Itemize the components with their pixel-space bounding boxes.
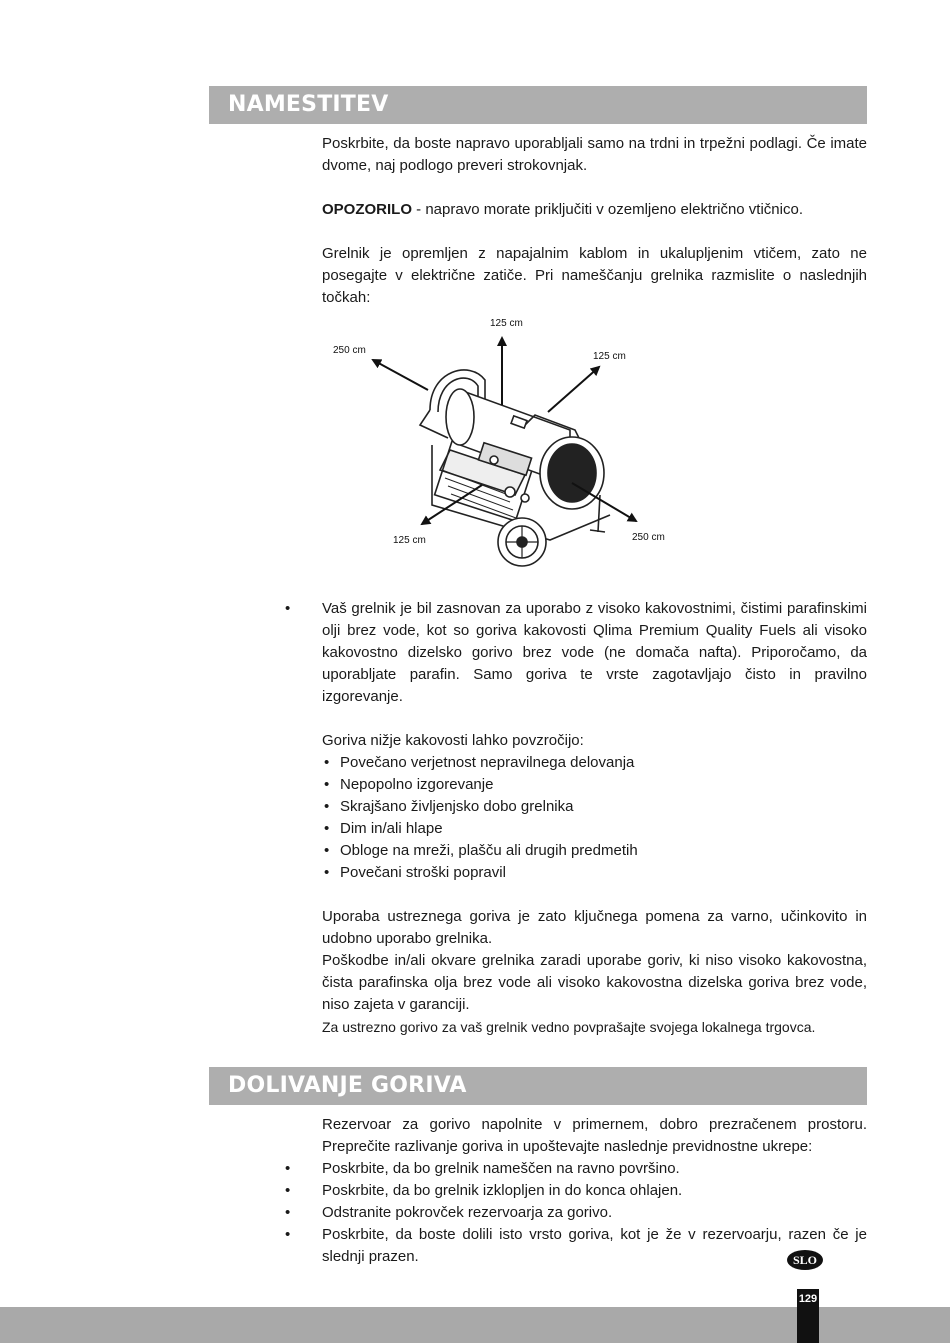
bullet-symbol: • — [324, 798, 330, 815]
list-item — [322, 840, 867, 862]
bullet-symbol: • — [285, 1160, 291, 1177]
list-item — [322, 774, 867, 796]
list-item-text: Povečani stroški popravil — [340, 864, 506, 881]
list-item-text: Dim in/ali hlape — [340, 820, 443, 837]
heater-clearance-diagram — [320, 310, 680, 580]
list-item — [285, 1202, 867, 1224]
bullet-symbol: • — [324, 754, 330, 771]
list-item — [285, 1224, 867, 1268]
paragraph: Za ustrezno gorivo za vaš grelnik vedno povprašajte svojega lokalnega trgovca. — [322, 1019, 816, 1035]
installation-text — [322, 133, 867, 309]
paragraph: Goriva nižje kakovosti lahko povzročijo: — [322, 732, 584, 749]
label-bottom-right: 250 cm — [632, 532, 665, 543]
list-item — [322, 862, 867, 884]
section-title: DOLIVANJE GORIVA — [228, 1073, 467, 1098]
bullet-symbol: • — [285, 600, 291, 617]
label-top-left: 250 cm — [333, 345, 366, 356]
fuel-text — [285, 598, 867, 1038]
section-header-dolivanje-goriva — [209, 1067, 867, 1105]
list-item-text: Poskrbite, da boste dolili isto vrsto goriva, kot je že v rezervoarju, razen če je slednji prazen. — [322, 1226, 867, 1265]
label-top: 125 cm — [490, 318, 523, 329]
section-title: NAMESTITEV — [228, 92, 389, 117]
label-top-right: 125 cm — [593, 351, 626, 362]
arrow-up-right — [548, 367, 599, 412]
page-number-tab — [797, 1289, 819, 1343]
list-item-text: Nepopolno izgorevanje — [340, 776, 494, 793]
list-item-text: Obloge na mreži, plašču ali drugih predmetih — [340, 842, 638, 859]
list-item — [322, 752, 867, 774]
warning-paragraph — [322, 199, 867, 221]
bullet-symbol: • — [324, 864, 330, 881]
bullet-symbol: • — [324, 820, 330, 837]
warning-label: OPOZORILO — [322, 201, 412, 218]
warning-text: - napravo morate priključiti v ozemljeno električno vtičnico. — [412, 201, 803, 218]
heater-illustration — [420, 370, 610, 566]
page-number: 129 — [798, 1293, 818, 1305]
list-item-text: Odstranite pokrovček rezervoarja za gorivo. — [322, 1204, 613, 1221]
paragraph: Poškodbe in/ali okvare grelnika zaradi uporabe goriv, ki niso visoko kakovostna, čista parafinska olja brez vode ali visoko kakovostna dizelska goriva brez vode, niso zajeta v garanciji. — [322, 952, 867, 1013]
bullet-symbol: • — [285, 1226, 291, 1243]
language-badge: SLO — [787, 1250, 823, 1270]
list-item — [322, 818, 867, 840]
list-item-text: Skrajšano življenjsko dobo grelnika — [340, 798, 574, 815]
bullet-symbol: • — [324, 842, 330, 859]
list-item — [322, 796, 867, 818]
arrow-down-left — [422, 485, 482, 524]
arrow-up-left — [373, 360, 428, 390]
paragraph: Grelnik je opremljen z napajalnim kablom in ukalupljenim vtičem, zato ne posegajte v električne zatiče. Pri nameščanju grelnika razmislite o naslednjih točkah: — [322, 245, 867, 306]
list-item — [285, 1158, 867, 1180]
paragraph: Rezervoar za gorivo napolnite v primernem, dobro prezračenem prostoru. Preprečite razlivanje goriva in upoštevajte naslednje previdnostne ukrepe: — [322, 1116, 867, 1155]
paragraph: Uporaba ustreznega goriva je zato ključnega pomena za varno, učinkovito in udobno uporabo grelnika. — [322, 908, 867, 947]
paragraph: Vaš grelnik je bil zasnovan za uporabo z visoko kakovostnimi, čistimi parafinskimi olji brez vode, kot so goriva kakovosti Qlima Premium Quality Fuels ali visoko kakovostno dizelsko gorivo brez vode (ne domača nafta). Priporočamo, da uporabljate parafin. Samo goriva te vrste zagotavljajo čisto in pravilno izgorevanje. — [322, 600, 867, 705]
list-item-text: Povečano verjetnost nepravilnega delovanja — [340, 754, 635, 771]
list-item — [285, 1180, 867, 1202]
section-header-namestitev — [209, 86, 867, 124]
list-item-text: Poskrbite, da bo grelnik nameščen na ravno površino. — [322, 1160, 680, 1177]
bullet-symbol: • — [285, 1204, 291, 1221]
refuel-text — [285, 1114, 867, 1268]
list-item-text: Poskrbite, da bo grelnik izklopljen in do konca ohlajen. — [322, 1182, 683, 1199]
bullet-symbol: • — [324, 776, 330, 793]
fuel-bullet — [285, 598, 867, 708]
paragraph: Poskrbite, da boste napravo uporabljali samo na trdni in trpežni podlagi. Če imate dvome, naj podlogo preveri strokovnjak. — [322, 135, 867, 174]
label-bottom-left: 125 cm — [393, 535, 426, 546]
bullet-symbol: • — [285, 1182, 291, 1199]
